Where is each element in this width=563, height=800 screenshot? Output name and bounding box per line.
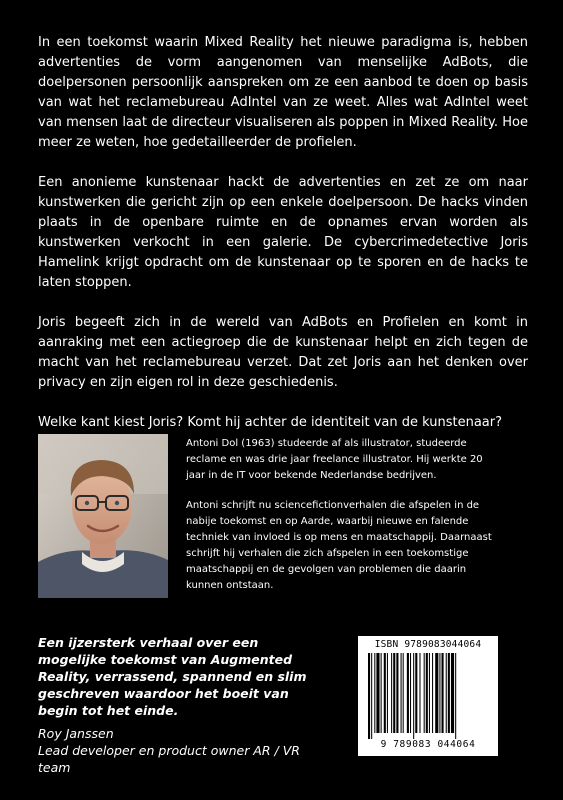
author-bio [186,436,504,608]
barcode-bar [376,653,379,733]
barcode-bar [387,653,388,733]
review-quote [38,634,328,776]
isbn-barcode [358,636,498,756]
barcode-bar [415,653,417,733]
barcode-bar [401,653,402,733]
barcode-bar [451,653,454,733]
barcode-bar [410,653,411,733]
barcode-bars [368,653,488,739]
barcode-bar [429,653,430,733]
barcode-bar [424,653,425,733]
blurb-paragraph-4: Welke kant kiest Joris? Komt hij achter de identiteit van de kunstenaar? [38,415,503,430]
barcode-bar [435,653,438,733]
isbn-label: ISBN 9789083044064 [374,639,482,650]
barcode-digits: 9 789083 044064 [380,739,476,750]
blurb-paragraph-2: Een anonieme kunstenaar hackt de advertenties en zet ze om naar kunstwerken die gericht zijn op een enkele doelpersoon. De hacks vinden plaats in de openbare ruimte en de opnames ervan worden als kunstwerken verkocht in een galerie. De cybercrimedetective Joris Hamelink krijgt opdracht om de kunstenaar op te sporen en de hacks te laten stoppen. [38,175,528,290]
barcode-bar [384,653,386,733]
barcode-bar [439,653,440,733]
barcode-bar [446,653,447,733]
barcode-bar [368,653,370,739]
barcode-bar [407,653,409,733]
author-bio-paragraph-1: Antoni Dol (1963) studeerde af als illustrator, studeerde reclame en was drie jaar freelance illustrator. Hij werkte 20 jaar in de IT voor bekende Nederlandse bedrijven. [186,438,483,481]
barcode-bar [455,653,456,739]
barcode-bar [391,653,392,733]
barcode-bar [432,653,433,733]
barcode-bar [396,653,398,733]
barcode-bar [419,653,420,733]
barcode-bar [413,653,414,739]
author-bio-paragraph-2: Antoni schrijft nu sciencefictionverhalen die afspelen in de nabije toekomst en op Aarde, waarbij nieuwe en falende techniek van invloed is op mens en maatschappij. Daarnaast schrijft hij verhalen die zich afspelen in een toekomstige maatschappij en de gevolgen van problemen die daarin kunnen ontstaan. [186,500,492,591]
blurb-paragraph-1: In een toekomst waarin Mixed Reality het nieuwe paradigma is, hebben advertenties de vorm aangenomen van menselijke AdBots, die doelpersonen persoonlijk aanspreken om ze een aanbod te doen op basis van wat het reclamebureau AdIntel van ze weet. Alles wat AdIntel weet van mensen laat de directeur visualiseren als poppen in Mixed Reality. Hoe meer ze weten, hoe gedetailleerder de profielen. [38,35,528,150]
blurb-paragraph-3: Joris begeeft zich in de wereld van AdBots en Profielen en komt in aanraking met een actiegroep die de kunstenaar helpt en zich tegen de macht van het reclamebureau verzet. Dat zet Joris aan het denken over privacy en zijn eigen rol in deze geschiedenis. [38,315,528,390]
barcode-bar [426,653,428,733]
review-quote-role: Lead developer en product owner AR / VR team [38,743,300,775]
author-photo [38,434,168,598]
barcode-bar [393,653,395,733]
review-quote-name: Roy Janssen [38,726,114,741]
review-quote-text: Een ijzersterk verhaal over een mogelijke toekomst van Augmented Reality, verrassend, spannend en slim geschreven waardoor het boeit van begin tot het einde. [38,635,307,718]
barcode-bar [381,653,382,733]
author-section [38,434,528,599]
back-cover-blurb [38,33,528,453]
barcode-bar [403,653,404,733]
barcode-bar [442,653,444,733]
barcode-bar [374,653,375,733]
barcode-bar [448,653,450,733]
barcode-bar [371,653,372,739]
